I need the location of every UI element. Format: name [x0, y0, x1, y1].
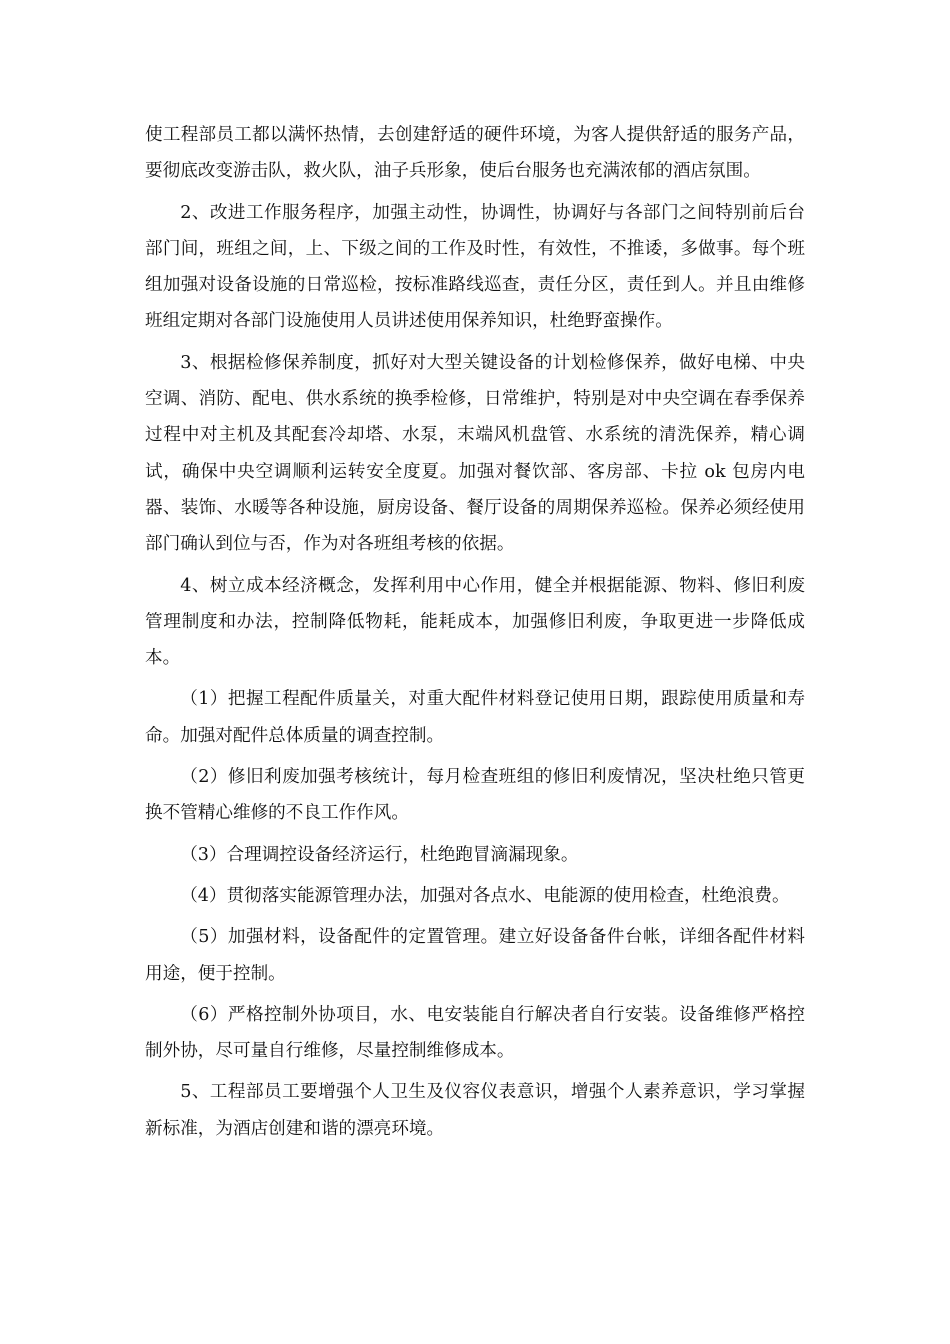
paragraph-subitem-4: （4）贯彻落实能源管理办法，加强对各点水、电能源的使用检查，杜绝浪费。 [180, 885, 790, 906]
paragraph-item-5: 5、工程部员工要增强个人卫生及仪容仪表意识，增强个人素养意识，学习掌握新标准，为酒店创建和谐的漂亮环境。 [145, 1082, 805, 1139]
paragraph-subitem-6: （6）严格控制外协项目，水、电安装能自行解决者自行安装。设备维修严格控制外协，尽可量自行维修，尽量控制维修成本。 [145, 1004, 805, 1062]
paragraph-subitem-3: （3）合理调控设备经济运行，杜绝跑冒滴漏现象。 [180, 844, 579, 865]
document-body [145, 117, 805, 1152]
paragraph-item-2: 2、改进工作服务程序，加强主动性，协调性，协调好与各部门之间特别前后台部门间，班组之间，上、下级之间的工作及时性，有效性，不推诿，多做事。每个班组加强对设备设施的日常巡检，按标准路线巡查，责任分区，责任到人。并且由维修班组定期对各部门设施使用人员讲述使用保养知识，杜绝野蛮操作。 [145, 202, 805, 332]
paragraph-subitem-1: （1）把握工程配件质量关，对重大配件材料登记使用日期，跟踪使用质量和寿命。加强对配件总体质量的调查控制。 [145, 689, 805, 746]
paragraph-subitem-2: （2）修旧利废加强考核统计，每月检查班组的修旧利废情况，坚决杜绝只管更换不管精心维修的不良工作作风。 [145, 767, 805, 824]
paragraph-subitem-5: （5）加强材料，设备配件的定置管理。建立好设备备件台帐，详细各配件材料用途，便于控制。 [145, 927, 805, 984]
paragraph-item-4: 4、树立成本经济概念，发挥利用中心作用，健全并根据能源、物料、修旧利废管理制度和办法，控制降低物耗，能耗成本，加强修旧利废，争取更进一步降低成本。 [145, 575, 805, 669]
paragraph-item-3: 3、根据检修保养制度，抓好对大型关键设备的计划检修保养，做好电梯、中央空调、消防、配电、供水系统的换季检修，日常维护，特别是对中央空调在春季保养过程中对主机及其配套冷却塔、水泵，末端风机盘管、水系统的清洗保养，精心调试，确保中央空调顺利运转安全度夏。加强对餐饮部、客房部、卡拉 ok 包房内电器、装饰、水暖等各种设施，厨房设备、餐厅设备的周期保养巡检。保养必须经使用部门确认到位与否，作为对各班组考核的依据。 [145, 352, 805, 555]
paragraph-continuation: 使工程部员工都以满怀热情，去创建舒适的硬件环境，为客人提供舒适的服务产品，要彻底改变游击队，救火队，油子兵形象，使后台服务也充满浓郁的酒店氛围。 [145, 125, 805, 182]
